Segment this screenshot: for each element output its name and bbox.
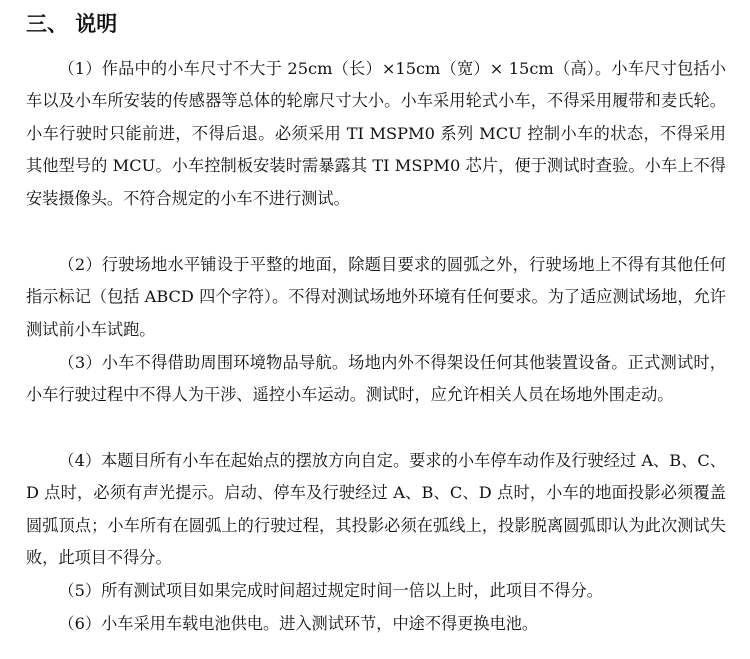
paragraph-6: （6）小车采用车载电池供电。进入测试环节，中途不得更换电池。 [58,614,539,633]
paragraph-3: （3）小车不得借助周围环境物品导航。场地内外不得架设任何其他装置设备。正式测试时，小车行驶过程中不得人为干涉、遥控小车运动。测试时，应允许相关人员在场地外围走动。 [26,353,726,405]
paragraph-4: （4）本题目所有小车在起始点的摆放方向自定。要求的小车停车动作及行驶经过 A、B、C、D 点时，必须有声光提示。启动、停车及行驶经过 A、B、C、D 点时，小车的地面投影必须覆盖圆弧顶点；小车所有在圆弧上的行驶过程，其投影必须在弧线上，投影脱离圆弧即认为此次测试失败，此项目不得分。 [26,451,726,568]
paragraph-5: （5）所有测试项目如果完成时间超过规定时间一倍以上时，此项目不得分。 [58,581,603,600]
section-heading: 三、 说明 [26,12,118,36]
paragraph-2: （2）行驶场地水平铺设于平整的地面，除题目要求的圆弧之外，行驶场地上不得有其他任何指示标记（包括 ABCD 四个字符）。不得对测试场地外环境有任何要求。为了适应测试场地，允许测试前小车试跑。 [26,255,726,339]
paragraph-1: （1）作品中的小车尺寸不大于 25cm（长）×15cm（宽）× 15cm（高）。小车尺寸包括小车以及小车所安装的传感器等总体的轮廓尺寸大小。小车采用轮式小车，不得采用履带和麦氏轮。小车行驶时只能前进，不得后退。必须采用 TI MSPM0 系列 MCU 控制小车的状态，不得采用其他型号的 MCU。小车控制板安装时需暴露其 TI MSPM0 芯片，便于测试时查验。小车上不得安装摄像头。不符合规定的小车不进行测试。 [26,59,726,208]
